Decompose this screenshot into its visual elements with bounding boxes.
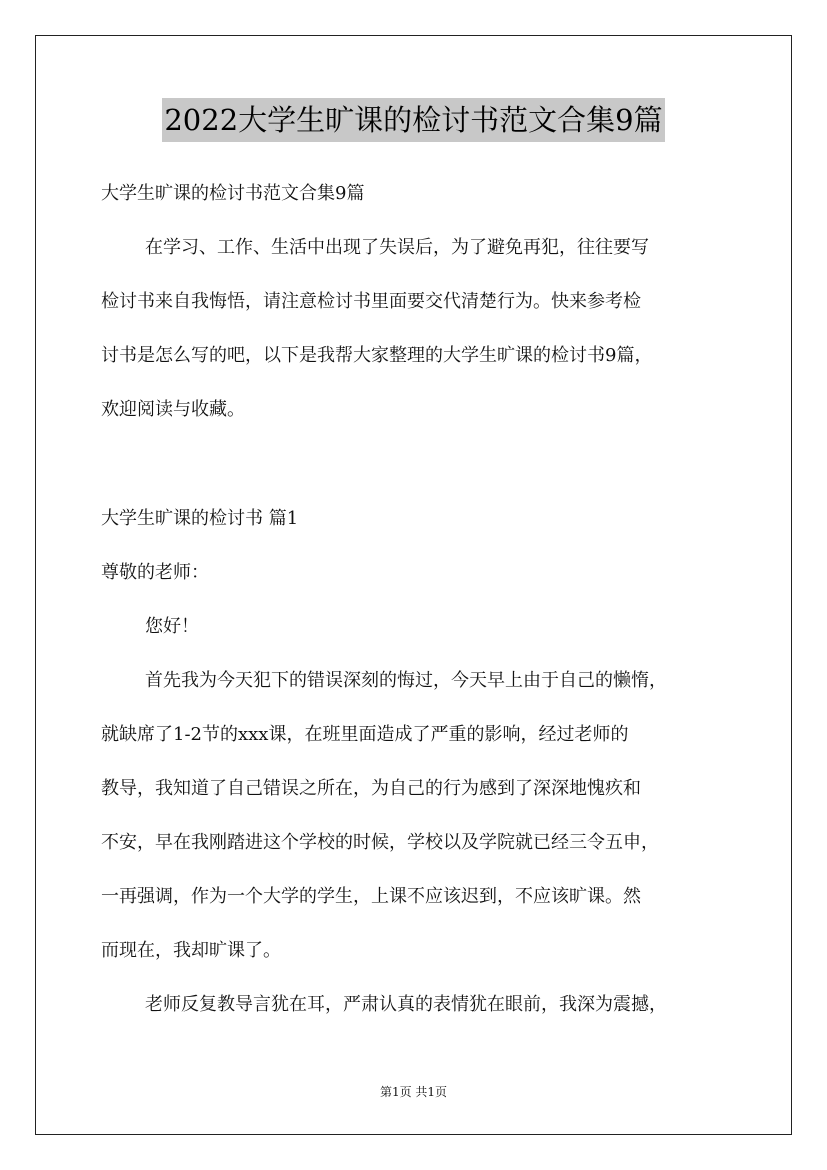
greeting: 您好！ xyxy=(145,616,199,637)
body-line: 一再强调，作为一个大学的学生，上课不应该迟到，不应该旷课。然 xyxy=(101,886,641,907)
body-line: 在学习、工作、生活中出现了失误后，为了避免再犯，往往要写 xyxy=(145,237,649,258)
body-line: 欢迎阅读与收藏。 xyxy=(101,399,245,420)
body-line: 就缺席了1-2节的xxx课，在班里面造成了严重的影响，经过老师的 xyxy=(101,724,629,745)
page-footer: 第1页 共1页 xyxy=(379,1085,448,1099)
body-line: 讨书是怎么写的吧，以下是我帮大家整理的大学生旷课的检讨书9篇， xyxy=(101,345,653,366)
salutation: 尊敬的老师： xyxy=(101,562,209,583)
body-line: 老师反复教导言犹在耳，严肃认真的表情犹在眼前，我深为震撼， xyxy=(145,994,667,1015)
body-line: 而现在，我却旷课了。 xyxy=(101,940,281,961)
title-wrap xyxy=(0,98,827,142)
subtitle-line: 大学生旷课的检讨书范文合集9篇 xyxy=(101,183,365,204)
body-line: 检讨书来自我悔悟，请注意检讨书里面要交代清楚行为。快来参考检 xyxy=(101,291,641,312)
body-line: 首先我为今天犯下的错误深刻的悔过，今天早上由于自己的懒惰， xyxy=(145,670,667,691)
document-title: 2022大学生旷课的检讨书范文合集9篇 xyxy=(162,98,664,142)
body-line: 教导，我知道了自己错误之所在，为自己的行为感到了深深地愧疚和 xyxy=(101,778,641,799)
body-line: 不安，早在我刚踏进这个学校的时候，学校以及学院就已经三令五申， xyxy=(101,832,659,853)
section-heading: 大学生旷课的检讨书 篇1 xyxy=(101,508,299,529)
